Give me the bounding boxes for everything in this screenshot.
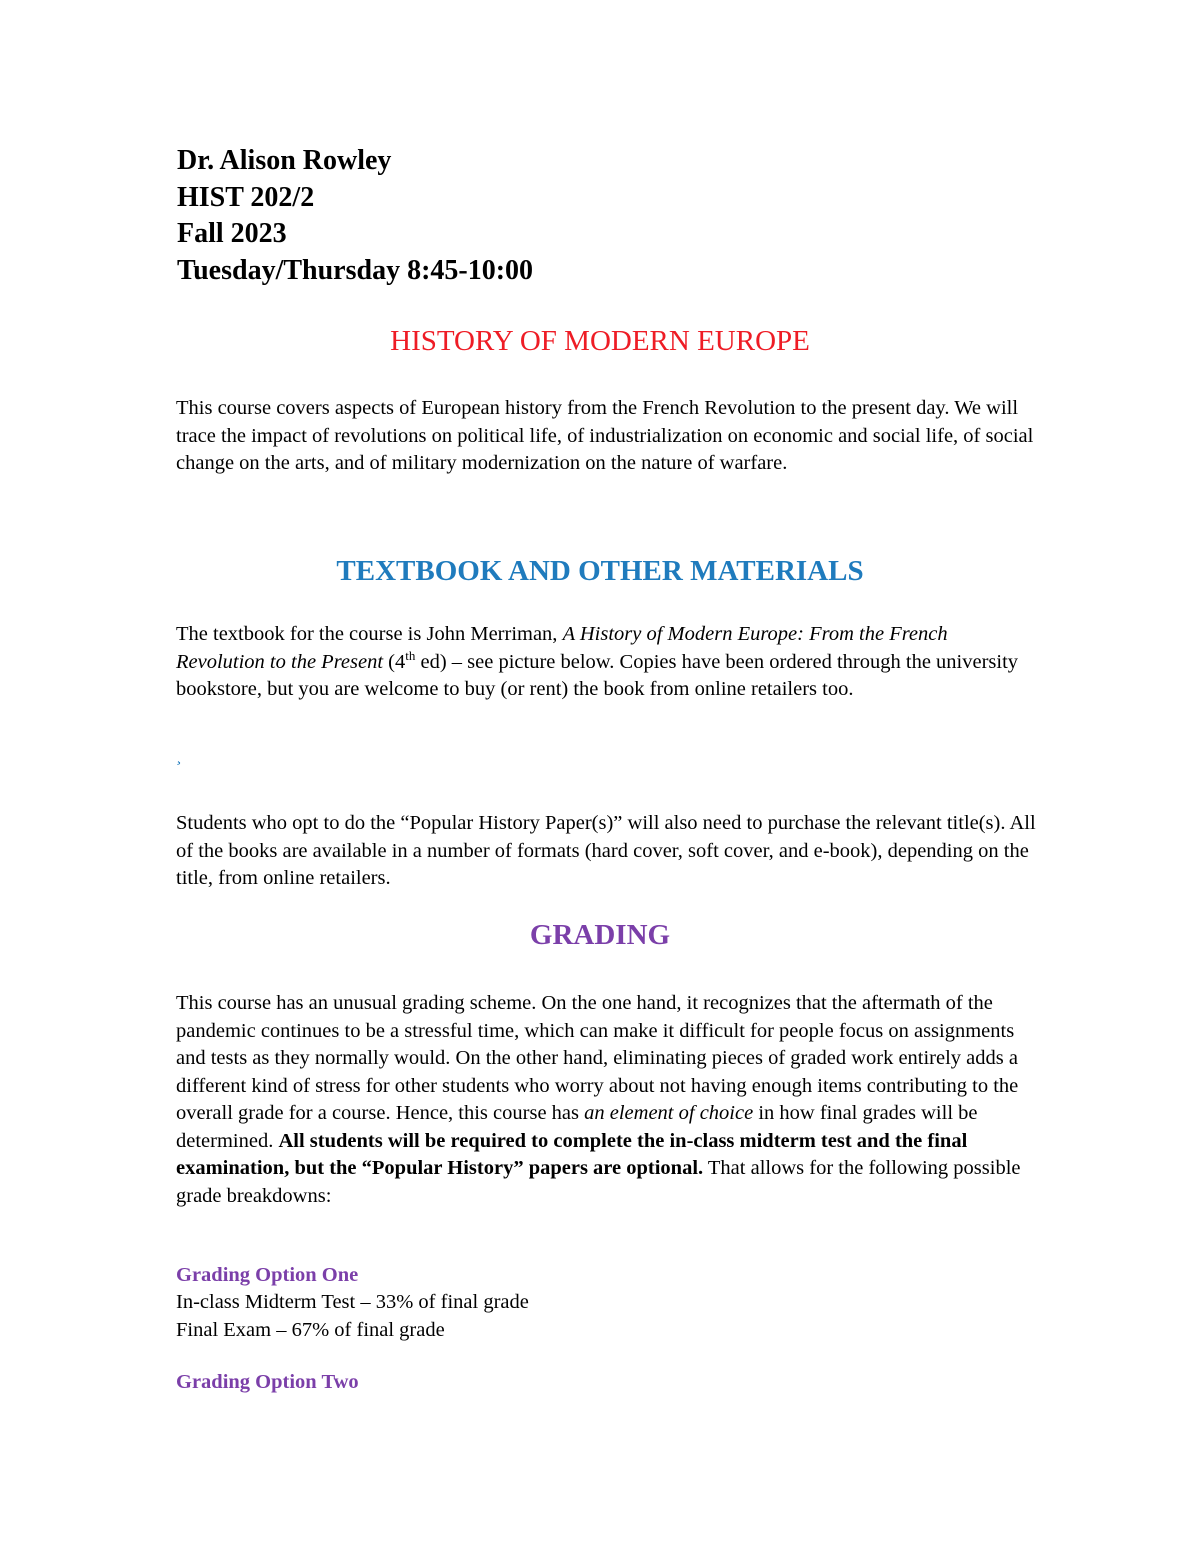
course-description: This course covers aspects of European history from the French Revolution to the present day. We will trace the impact of revolutions on political life, of industrialization on economic and social life, of social change on the arts, and of military modernization on the nature of warfare.: [176, 397, 1034, 474]
grading-choice-emphasis: an element of choice: [584, 1102, 754, 1124]
course-code: HIST 202/2: [177, 181, 315, 213]
stray-mark: ¸: [176, 748, 182, 765]
textbook-text-start: The textbook for the course is John Merriman,: [176, 623, 563, 645]
grading-text-end: That allows for the following possible grade breakdowns:: [176, 1157, 1021, 1207]
popular-history-paragraph: Students who opt to do the “Popular History Paper(s)” will also need to purchase the relevant title(s). All of the books are available in a number of formats (hard cover, soft cover, and e-book), depending on the title, from online retailers.: [176, 812, 1036, 889]
grading-option-one-list: [176, 1289, 529, 1344]
grading-option-one-line: In-class Midterm Test – 33% of final grade: [176, 1291, 529, 1313]
textbook-text-end: ed) – see picture below. Copies have been ordered through the university bookstore, but you are welcome to buy (or rent) the book from online retailers too.: [176, 650, 1019, 700]
textbook-title: A History of Modern Europe: From the French Revolution to the Present: [176, 623, 948, 673]
course-term: Fall 2023: [177, 218, 287, 249]
textbook-paragraph: [176, 621, 1036, 704]
course-schedule: Tuesday/Thursday 8:45-10:00: [177, 254, 534, 286]
grading-paragraph: [176, 990, 1036, 1210]
course-header: [177, 143, 533, 289]
textbook-edition: (4: [383, 650, 406, 673]
textbook-edition-sup: th: [405, 647, 416, 663]
grading-option-two-heading: Grading Option Two: [176, 1371, 359, 1393]
course-title: HISTORY OF MODERN EUROPE: [390, 325, 810, 357]
instructor-name: Dr. Alison Rowley: [177, 145, 392, 176]
grading-requirement-bold: All students will be required to complete the in-class midterm test and the final examination, but the “Popular History” papers are optional.: [176, 1129, 968, 1179]
grading-text-mid: in how final grades will be determined.: [176, 1102, 978, 1152]
grading-option-one-line: Final Exam – 67% of final grade: [176, 1318, 445, 1341]
grading-option-one-heading: Grading Option One: [176, 1264, 359, 1286]
grading-heading: GRADING: [529, 919, 671, 951]
grading-text-start: This course has an unusual grading scheme. On the one hand, it recognizes that the aftermath of the pandemic continues to be a stressful time, which can make it difficult for people focus on assignments and tests as they normally would. On the other hand, eliminating pieces of graded work entirely adds a different kind of stress for other students who worry about not having enough items contributing to the overall grade for a course. Hence, this course has: [176, 992, 1019, 1124]
textbook-heading: TEXTBOOK AND OTHER MATERIALS: [336, 555, 864, 587]
